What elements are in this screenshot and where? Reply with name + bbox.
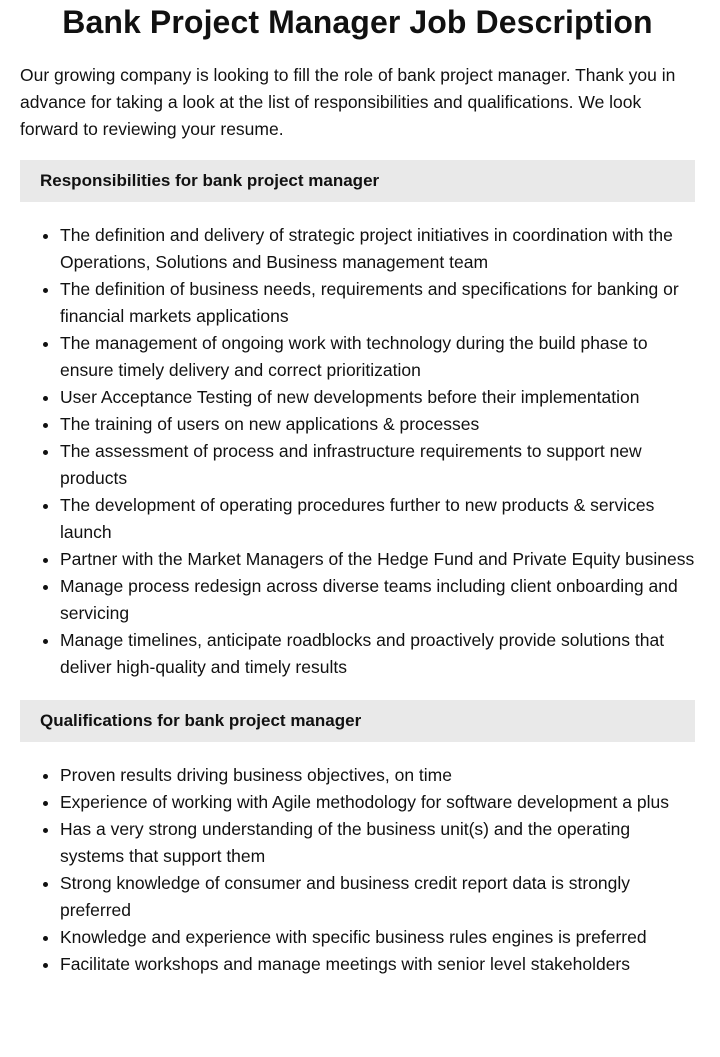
list-item: • User Acceptance Testing of new developments before their implementation [60,384,695,411]
list-item: • Knowledge and experience with specific business rules engines is preferred [60,924,695,951]
list-item: • The management of ongoing work with technology during the build phase to ensure timely delivery and correct prioritization [60,330,695,384]
list-item: • Strong knowledge of consumer and business credit report data is strongly preferred [60,870,695,924]
list-item: • Experience of working with Agile methodology for software development a plus [60,789,695,816]
list-item: • The assessment of process and infrastructure requirements to support new products [60,438,695,492]
list-item: • The definition of business needs, requirements and specifications for banking or financial markets applications [60,276,695,330]
page-title: Bank Project Manager Job Description [62,4,653,40]
list-item: • Facilitate workshops and manage meetings with senior level stakeholders [60,951,695,978]
list-item: • Manage process redesign across diverse teams including client onboarding and servicing [60,573,695,627]
responsibilities-heading: Responsibilities for bank project manager [20,160,695,202]
qualifications-list [20,762,695,978]
qualifications-heading: Qualifications for bank project manager [20,700,695,742]
list-item: • The development of operating procedures further to new products & services launch [60,492,695,546]
intro-paragraph: Our growing company is looking to fill the role of bank project manager. Thank you in advance for taking a look at the list of responsibilities and qualifications. We look forward to reviewing your resume. [20,65,676,139]
list-item: • Partner with the Market Managers of the Hedge Fund and Private Equity business [60,546,695,573]
list-item: • Manage timelines, anticipate roadblocks and proactively provide solutions that deliver high-quality and timely results [60,627,695,681]
responsibilities-list [20,222,695,681]
list-item: • The definition and delivery of strategic project initiatives in coordination with the Operations, Solutions and Business management team [60,222,695,276]
list-item: • The training of users on new applications & processes [60,411,695,438]
list-item: • Proven results driving business objectives, on time [60,762,695,789]
list-item: • Has a very strong understanding of the business unit(s) and the operating systems that support them [60,816,695,870]
